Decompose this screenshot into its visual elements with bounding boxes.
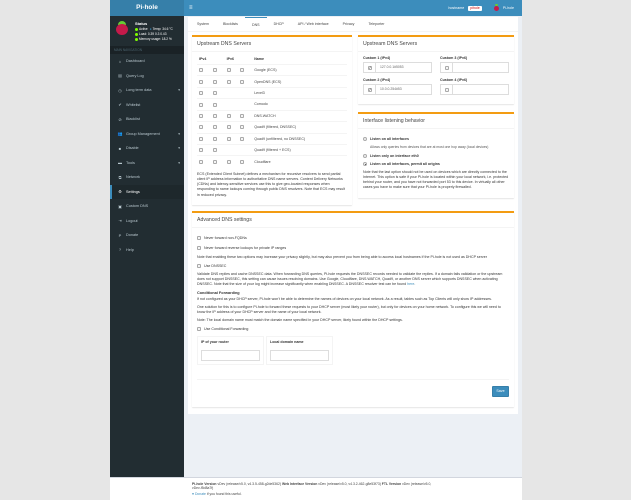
custom4-input[interactable] (453, 85, 508, 94)
nav-header: MAIN NAVIGATION (110, 46, 184, 54)
cloudflare-ipv6-1-checkbox[interactable] (227, 160, 231, 164)
interface-box (358, 112, 514, 198)
sidebar-item-logout[interactable]: ⇥ Logout (118, 218, 138, 224)
sidebar-item-dashboard[interactable]: ⌂ Dashboard (118, 58, 145, 64)
dns-tab-body (188, 32, 518, 414)
sidebar-item-donate[interactable]: P Donate (118, 232, 139, 238)
sidebar-item-query-log[interactable]: ▤ Query Log (118, 73, 144, 79)
quad9-filtered-ipv4-2-checkbox[interactable] (213, 125, 217, 129)
status-title: Status (135, 21, 148, 26)
router-ip-input[interactable] (201, 350, 260, 361)
custom3-label: Custom 3 (IPv6) (440, 56, 468, 60)
opendns-ipv6-2-checkbox[interactable] (240, 80, 244, 84)
right-column (358, 35, 514, 209)
custom1-checkbox[interactable] (368, 66, 372, 70)
table-row: Level3 (197, 87, 347, 98)
cf-paragraph-3: Note: The local domain name must match the domain name specified in your DHCP server, likely found within the DHCP settings. (197, 318, 403, 323)
chevron-down-icon: ▾ (178, 131, 180, 136)
stop-icon: ■ (118, 145, 122, 151)
listen-permit-all-radio[interactable] (363, 162, 367, 166)
load-dot-icon (135, 33, 138, 36)
level3-ipv4-2-checkbox[interactable] (213, 91, 217, 95)
tab-privacy[interactable]: Privacy (342, 22, 355, 26)
main-content (188, 17, 518, 414)
menu-toggle-icon[interactable]: ≡ (189, 5, 193, 11)
custom1-input-group (363, 62, 432, 73)
col-ipv4: IPv4 (197, 54, 225, 65)
upstream-servers-table (197, 54, 347, 167)
network-icon: ⧉ (118, 174, 122, 180)
status-active: Active ● Temp: 34.6 °C (135, 27, 173, 31)
sidebar-item-whitelist[interactable]: ✔ Whitelist (118, 102, 141, 108)
cf-paragraph-1: If not configured as your DHCP server, Pi-hole won't be able to determine the names of devices on your local network. As a result, tables such as Top Clients will only show IP addresses. (197, 296, 492, 301)
question-circle-icon: ? (118, 247, 122, 253)
table-row: Cloudflare (197, 156, 347, 167)
quad9-filtered-ipv4-1-checkbox[interactable] (199, 125, 203, 129)
never-forward-fqdn-checkbox[interactable] (197, 236, 201, 240)
sidebar (110, 16, 184, 500)
donate-link[interactable]: Donate (194, 492, 206, 496)
quad9-filtered-ipv6-2-checkbox[interactable] (240, 125, 244, 129)
dnswatch-ipv4-1-checkbox[interactable] (199, 114, 203, 118)
interface-title: Interface listening behavior (358, 114, 514, 129)
listen-eth0-radio[interactable] (363, 154, 367, 158)
top-right (448, 0, 514, 16)
google-ipv4-2-checkbox[interactable] (213, 68, 217, 72)
sidebar-item-blacklist[interactable]: ⊘ Blacklist (118, 116, 140, 122)
local-domain-label: Local domain name (270, 340, 304, 345)
tab-system[interactable]: System (197, 22, 209, 26)
custom3-input-group (440, 62, 509, 73)
status-load: Load: 0.39 0.3 0.43 (135, 32, 166, 36)
custom4-checkbox[interactable] (445, 88, 449, 92)
opendns-ipv4-2-checkbox[interactable] (213, 80, 217, 84)
custom-upstream-title: Upstream DNS Servers (358, 37, 514, 52)
custom4-label: Custom 4 (IPv6) (440, 78, 468, 82)
comodo-ipv4-1-checkbox[interactable] (199, 103, 203, 107)
logo[interactable]: Pi-hole (110, 0, 184, 16)
custom1-input[interactable]: 127.0.0.1#5053 (380, 65, 404, 69)
quad9-ecs-ipv4-1-checkbox[interactable] (199, 148, 203, 152)
listen-all-radio[interactable] (363, 137, 367, 141)
quad9-unfiltered-ipv6-2-checkbox[interactable] (240, 137, 244, 141)
router-ip-label: IP of your router (201, 340, 229, 345)
privacy-note: Note that enabling these two options may increase your privacy slightly, but may also prevent you from being able to access local hostnames if the Pi-hole is not used as DHCP server (197, 254, 487, 259)
home-icon: ⌂ (118, 58, 122, 64)
sidebar-item-long-term-data[interactable]: ◷ Long term data ▾ (118, 87, 180, 93)
table-row: Comodo (197, 99, 347, 110)
tab-teleporter[interactable]: Teleporter (368, 22, 385, 26)
use-conditional-forwarding-checkbox[interactable] (197, 327, 201, 331)
top-bar (110, 0, 522, 16)
dnswatch-ipv4-2-checkbox[interactable] (213, 114, 217, 118)
sidebar-item-network[interactable]: ⧉ Network (118, 174, 140, 180)
logout-icon: ⇥ (118, 218, 122, 224)
temp-icon: ● (149, 27, 152, 31)
tab-blocklists[interactable]: Blocklists (222, 22, 238, 26)
users-icon: 👥 (117, 131, 123, 137)
dnssec-test-link[interactable]: here (407, 282, 415, 287)
custom1-label: Custom 1 (IPv4) (363, 56, 391, 60)
check-circle-icon: ✔ (118, 102, 122, 108)
quad9-unfiltered-ipv6-1-checkbox[interactable] (227, 137, 231, 141)
hostname-badge: pihole (470, 5, 480, 10)
ecs-note: ECS (Extended Client Subnet) defines a mechanism for recursive resolvers to send partial client IP address information to authoritative DNS name servers. Content Delivery Networks (CDNs) and latency-sensitive services use this to give geo-located responses when responding to name lookups coming through public DNS resolvers. Note that ECS may result in reduced privacy. (197, 171, 346, 197)
local-domain-input[interactable] (270, 350, 329, 361)
status-panel (110, 16, 184, 46)
quad9-unfiltered-ipv4-2-checkbox[interactable] (213, 137, 217, 141)
user-menu[interactable]: Pi-hole (502, 6, 514, 10)
save-button[interactable]: Save (492, 386, 509, 397)
col-name: Name (252, 54, 347, 65)
google-ipv6-1-checkbox[interactable] (227, 68, 231, 72)
table-row: OpenDNS (ECS) (197, 76, 347, 87)
interface-note: Note that the last option should not be used on devices which are directly connected to the Internet. This option is safe if your Pi-hole is located within your local network, i.e. protected behind your router, and you have not forwarded port 53 to this device. In virtually all other cases you have to make sure that your Pi-hole is properly firewalled. (363, 169, 509, 190)
pihole-logo-icon (116, 21, 128, 35)
listen-eth0-option[interactable]: Listen only on interface eth0 (363, 154, 509, 158)
bogus-priv-option[interactable]: Never forward reverse lookups for private IP ranges (197, 246, 509, 250)
heart-icon: ♥ (192, 492, 195, 496)
save-bar (197, 379, 509, 403)
custom2-input[interactable]: 10.0.0.254#53 (380, 87, 402, 91)
cloudflare-ipv4-2-checkbox[interactable] (213, 160, 217, 164)
folder-icon: ▬ (118, 160, 122, 166)
table-row: Google (ECS) (197, 65, 347, 76)
advanced-dns-box (192, 211, 514, 408)
tab-dhcp[interactable]: DHCP (273, 22, 284, 26)
address-card-icon: ▣ (118, 203, 122, 209)
pihole-app (110, 0, 522, 500)
custom2-checkbox[interactable] (368, 88, 372, 92)
table-row: DNS.WATCH (197, 110, 347, 121)
ban-icon: ⊘ (118, 116, 122, 122)
never-forward-fqdn-option[interactable]: Never forward non-FQDNs (197, 236, 509, 240)
custom3-checkbox[interactable] (445, 66, 449, 70)
comodo-ipv4-2-checkbox[interactable] (213, 103, 217, 107)
sidebar-item-custom-dns[interactable]: ▣ Custom DNS (118, 203, 149, 209)
raspberry-icon (494, 6, 499, 11)
advanced-dns-title: Advanced DNS settings (192, 213, 514, 228)
version-info: Pi-hole Version vDev (release/v5.0, v4.3.5-458-g2de5362) Web Interface Version vDev (release/v5.0, v4.3.2-462-g8e53f73) FTL Version vDev (release/v5.0, vDev-f5d8a7f) (192, 482, 432, 490)
upstream-servers-box (192, 35, 352, 205)
custom3-input[interactable] (453, 63, 508, 72)
clock-icon: ◷ (118, 87, 122, 93)
active-dot-icon (135, 28, 138, 31)
settings-tabs (188, 17, 518, 32)
quad9-ecs-ipv4-2-checkbox[interactable] (213, 148, 217, 152)
sidebar-item-help[interactable]: ? Help (118, 247, 134, 253)
cloudflare-ipv6-2-checkbox[interactable] (240, 160, 244, 164)
google-ipv6-2-checkbox[interactable] (240, 68, 244, 72)
table-row: Quad9 (filtered, DNSSEC) (197, 122, 347, 133)
upstream-servers-title: Upstream DNS Servers (192, 37, 352, 52)
chevron-down-icon: ▾ (178, 146, 180, 151)
left-column (192, 35, 352, 209)
opendns-ipv4-1-checkbox[interactable] (199, 80, 203, 84)
level3-ipv4-1-checkbox[interactable] (199, 91, 203, 95)
cf-paragraph-2: One solution for this is to configure Pi-hole to forward these requests to your DHCP server (most likely your router), but only for devices on your home network. To configure this we will need to know the IP address of your DHCP server and the name of your local network. (197, 304, 501, 315)
dnssec-checkbox[interactable] (197, 264, 201, 268)
quad9-filtered-ipv6-1-checkbox[interactable] (227, 125, 231, 129)
donate-line: ♥ Donate if you found this useful. (192, 492, 242, 496)
chevron-down-icon: ▾ (178, 160, 180, 165)
chevron-down-icon: ▾ (178, 88, 180, 93)
paypal-icon: P (118, 232, 122, 238)
listen-all-option[interactable]: Listen on all interfaces (363, 137, 509, 141)
listen-permit-all-option[interactable]: Listen on all interfaces, permit all origins (363, 162, 509, 166)
custom-upstream-box (358, 35, 514, 104)
sidebar-item-group-management[interactable]: 👥 Group Management ▾ (117, 131, 180, 137)
custom4-input-group (440, 84, 509, 95)
table-row: Quad9 (unfiltered, no DNSSEC) (197, 133, 347, 144)
sidebar-item-disable[interactable]: ■ Disable ▾ (118, 145, 180, 151)
file-icon: ▤ (118, 73, 122, 79)
sidebar-item-settings[interactable]: ⚙ Settings (110, 185, 184, 200)
dnswatch-ipv6-1-checkbox[interactable] (227, 114, 231, 118)
status-memory: Memory usage: 18.2 % (135, 37, 172, 41)
custom2-input-group (363, 84, 432, 95)
google-ipv4-1-checkbox[interactable] (199, 68, 203, 72)
cloudflare-ipv4-1-checkbox[interactable] (199, 160, 203, 164)
sidebar-item-tools[interactable]: ▬ Tools ▾ (118, 160, 180, 166)
dnssec-option[interactable]: Use DNSSEC (197, 264, 509, 268)
gear-icon: ⚙ (118, 189, 122, 195)
main-nav (110, 54, 184, 257)
table-row: Quad9 (filtered + ECS) (197, 144, 347, 155)
hostname-label: hostname (448, 6, 465, 10)
footer (110, 477, 522, 500)
listen-all-description: Allows only queries from devices that are at most one hop away (local devices) (370, 145, 489, 149)
dnssec-note: Validate DNS replies and cache DNSSEC data. When forwarding DNS queries, Pi-hole requests the DNSSEC records needed to validate the replies. If a domain fails validation or the upstream does not support DNSSEC, this setting can cause issues resolving domains. Use Google, Cloudflare, DNS.WATCH, Quad9, or another DNS server which supports DNSSEC when activating DNSSEC. Note that the size of your log might increase significantly when enabling DNSSEC. A DNSSEC resolver test can be found here. (197, 272, 503, 287)
col-ipv6: IPv6 (225, 54, 253, 65)
memory-dot-icon (135, 38, 138, 41)
quad9-unfiltered-ipv4-1-checkbox[interactable] (199, 137, 203, 141)
bogus-priv-checkbox[interactable] (197, 246, 201, 250)
tab-dns[interactable]: DNS (245, 17, 267, 31)
tab-api-web-interface[interactable]: API / Web interface (297, 22, 329, 26)
custom2-label: Custom 2 (IPv4) (363, 78, 391, 82)
conditional-forwarding-title: Conditional Forwarding (197, 290, 240, 295)
opendns-ipv6-1-checkbox[interactable] (227, 80, 231, 84)
use-conditional-forwarding-option[interactable]: Use Conditional Forwarding (197, 327, 509, 331)
dnswatch-ipv6-2-checkbox[interactable] (240, 114, 244, 118)
conditional-forwarding-table (197, 336, 333, 365)
